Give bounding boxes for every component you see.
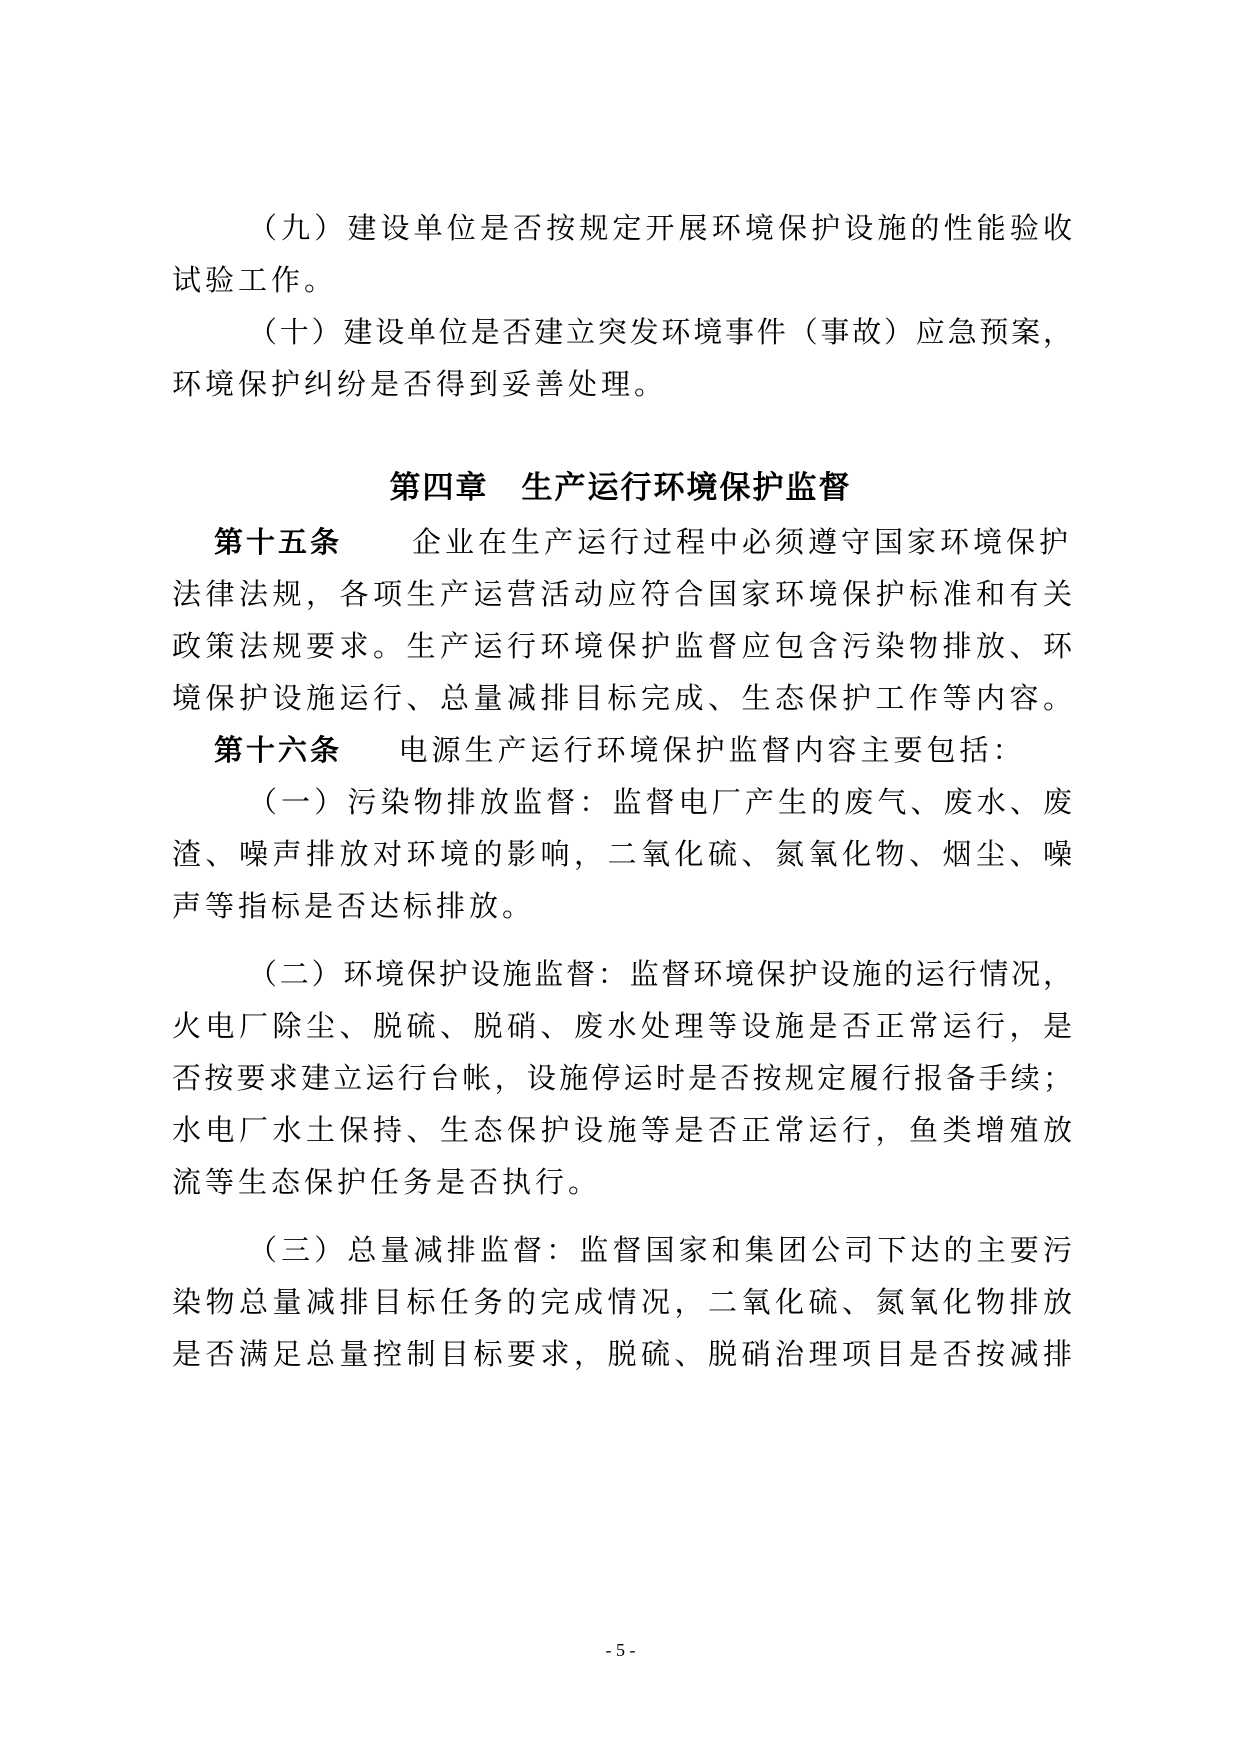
item-2-line-1: （二）环境保护设施监督：监督环境保护设施的运行情况， <box>248 957 1072 991</box>
clause-9-line-2: 试验工作。 <box>172 263 338 297</box>
page-number: - 5 - <box>605 1640 636 1660</box>
article-15-line-3: 政策法规要求。生产运行环境保护监督应包含污染物排放、环 <box>172 629 1072 663</box>
article-15-line-1 <box>214 522 1072 562</box>
item-3-line-2: 染物总量减排目标任务的完成情况，二氧化硫、氮氧化物排放 <box>172 1285 1072 1319</box>
item-3-line-3: 是否满足总量控制目标要求，脱硫、脱硝治理项目是否按减排 <box>172 1337 1072 1371</box>
article-16-line-1 <box>214 730 1072 770</box>
article-16-title: 第十六条 <box>214 733 343 767</box>
article-15-line-2: 法律法规，各项生产运营活动应符合国家环境保护标准和有关 <box>172 577 1072 611</box>
item-1-line-1: （一）污染物排放监督：监督电厂产生的废气、废水、废 <box>248 785 1072 819</box>
article-16-text-1: 电源生产运行环境保护监督内容主要包括： <box>398 733 1026 767</box>
clause-10-line-1: （十）建设单位是否建立突发环境事件（事故）应急预案， <box>248 315 1072 349</box>
item-2-line-2: 火电厂除尘、脱硫、脱硝、废水处理等设施是否正常运行，是 <box>172 1009 1072 1043</box>
item-1-line-3: 声等指标是否达标排放。 <box>172 889 536 923</box>
article-15-text-1: 企业在生产运行过程中必须遵守国家环境保护 <box>411 525 1072 559</box>
item-2-line-4: 水电厂水土保持、生态保护设施等是否正常运行，鱼类增殖放 <box>172 1113 1072 1147</box>
item-1-line-2: 渣、噪声排放对环境的影响，二氧化硫、氮氧化物、烟尘、噪 <box>172 837 1072 871</box>
item-2-line-5: 流等生态保护任务是否执行。 <box>172 1165 602 1199</box>
item-2-line-3: 否按要求建立运行台帐，设施停运时是否按规定履行报备手续； <box>172 1061 1072 1095</box>
item-3-line-1: （三）总量减排监督：监督国家和集团公司下达的主要污 <box>248 1233 1072 1267</box>
clause-10-line-2: 环境保护纠纷是否得到妥善处理。 <box>172 367 668 401</box>
article-15-title: 第十五条 <box>214 525 343 559</box>
article-15-line-4: 境保护设施运行、总量减排目标完成、生态保护工作等内容。 <box>172 681 1072 715</box>
chapter-heading: 第四章 生产运行环境保护监督 <box>389 470 852 506</box>
clause-9-line-1: （九）建设单位是否按规定开展环境保护设施的性能验收 <box>248 211 1072 245</box>
